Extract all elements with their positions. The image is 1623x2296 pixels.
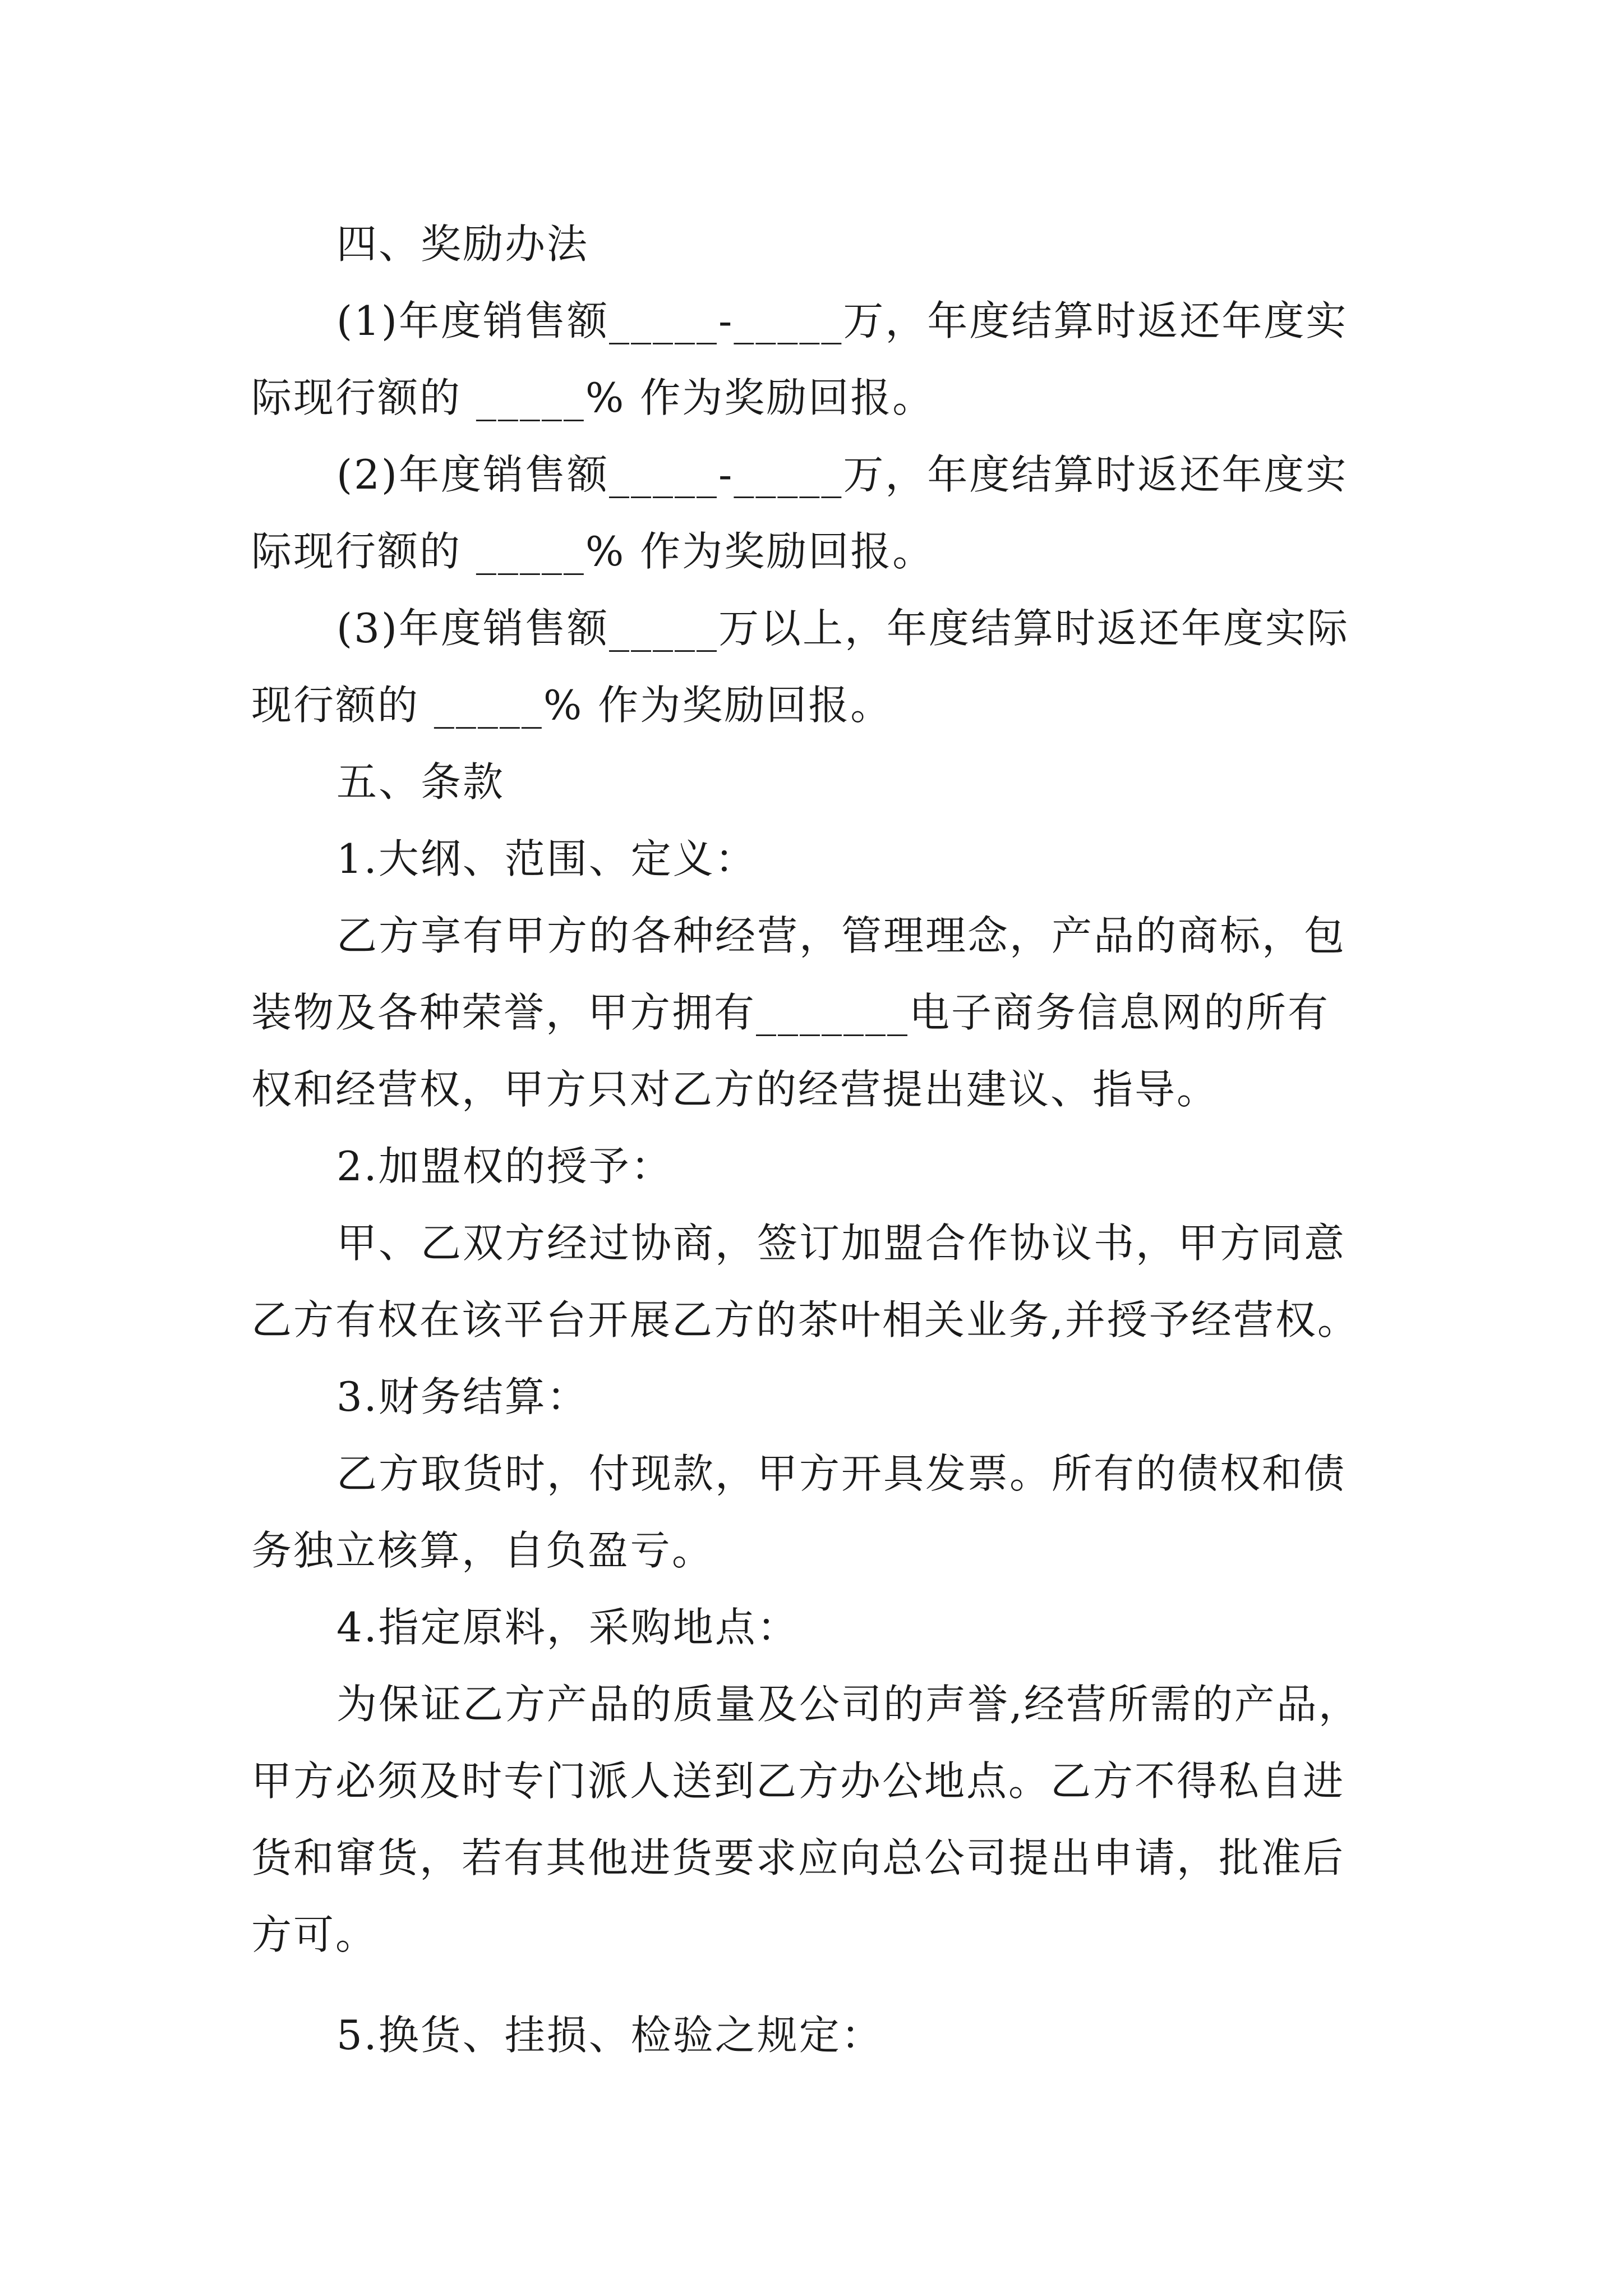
clause-1-text-cont: 装物及各种荣誉，甲方拥有_______电子商务信息网的所有 <box>251 989 1330 1036</box>
clause-4-text: 为保证乙方产品的质量及公司的声誉,经营所需的产品， <box>336 1681 1361 1728</box>
section-heading-rewards: 四、奖励办法 <box>336 220 589 268</box>
clause-1-text-end: 权和经营权，甲方只对乙方的经营提出建议、指导。 <box>251 1066 1219 1113</box>
reward-item-2-cont: 际现行额的 _____% 作为奖励回报。 <box>251 528 935 575</box>
clause-1-text: 乙方享有甲方的各种经营，管理理念，产品的商标，包 <box>336 912 1347 959</box>
reward-item-3-cont: 现行额的 _____% 作为奖励回报。 <box>251 682 893 729</box>
clause-heading-5: 5.换货、挂损、检验之规定： <box>336 2012 883 2059</box>
reward-item-1: (1)年度销售额_____-_____万，年度结算时返还年度实 <box>336 297 1348 344</box>
reward-item-3: (3)年度销售额_____万以上，年度结算时返还年度实际 <box>336 605 1349 652</box>
clause-4-text-end: 方可。 <box>251 1911 378 1958</box>
reward-item-2: (2)年度销售额_____-_____万，年度结算时返还年度实 <box>336 451 1348 498</box>
section-heading-terms: 五、条款 <box>336 758 505 806</box>
clause-heading-3: 3.财务结算： <box>336 1373 589 1420</box>
clause-4-text-cont: 甲方必须及时专门派人送到乙方办公地点。乙方不得私自进 <box>251 1757 1345 1805</box>
clause-3-text-cont: 务独立核算，自负盈亏。 <box>251 1527 714 1574</box>
clause-2-text: 甲、乙双方经过协商，签订加盟合作协议书，甲方同意 <box>336 1220 1347 1267</box>
clause-heading-4: 4.指定原料，采购地点： <box>336 1604 799 1651</box>
clause-4-text-cont2: 货和窜货，若有其他进货要求应向总公司提出申请，批准后 <box>251 1834 1345 1881</box>
clause-2-text-cont: 乙方有权在该平台开展乙方的茶叶相关业务,并授予经营权。 <box>251 1296 1359 1343</box>
clause-heading-1: 1.大纲、范围、定义： <box>336 835 757 882</box>
reward-item-1-cont: 际现行额的 _____% 作为奖励回报。 <box>251 374 935 421</box>
clause-heading-2: 2.加盟权的授予： <box>336 1143 673 1190</box>
clause-3-text: 乙方取货时，付现款，甲方开具发票。所有的债权和债 <box>336 1450 1347 1497</box>
